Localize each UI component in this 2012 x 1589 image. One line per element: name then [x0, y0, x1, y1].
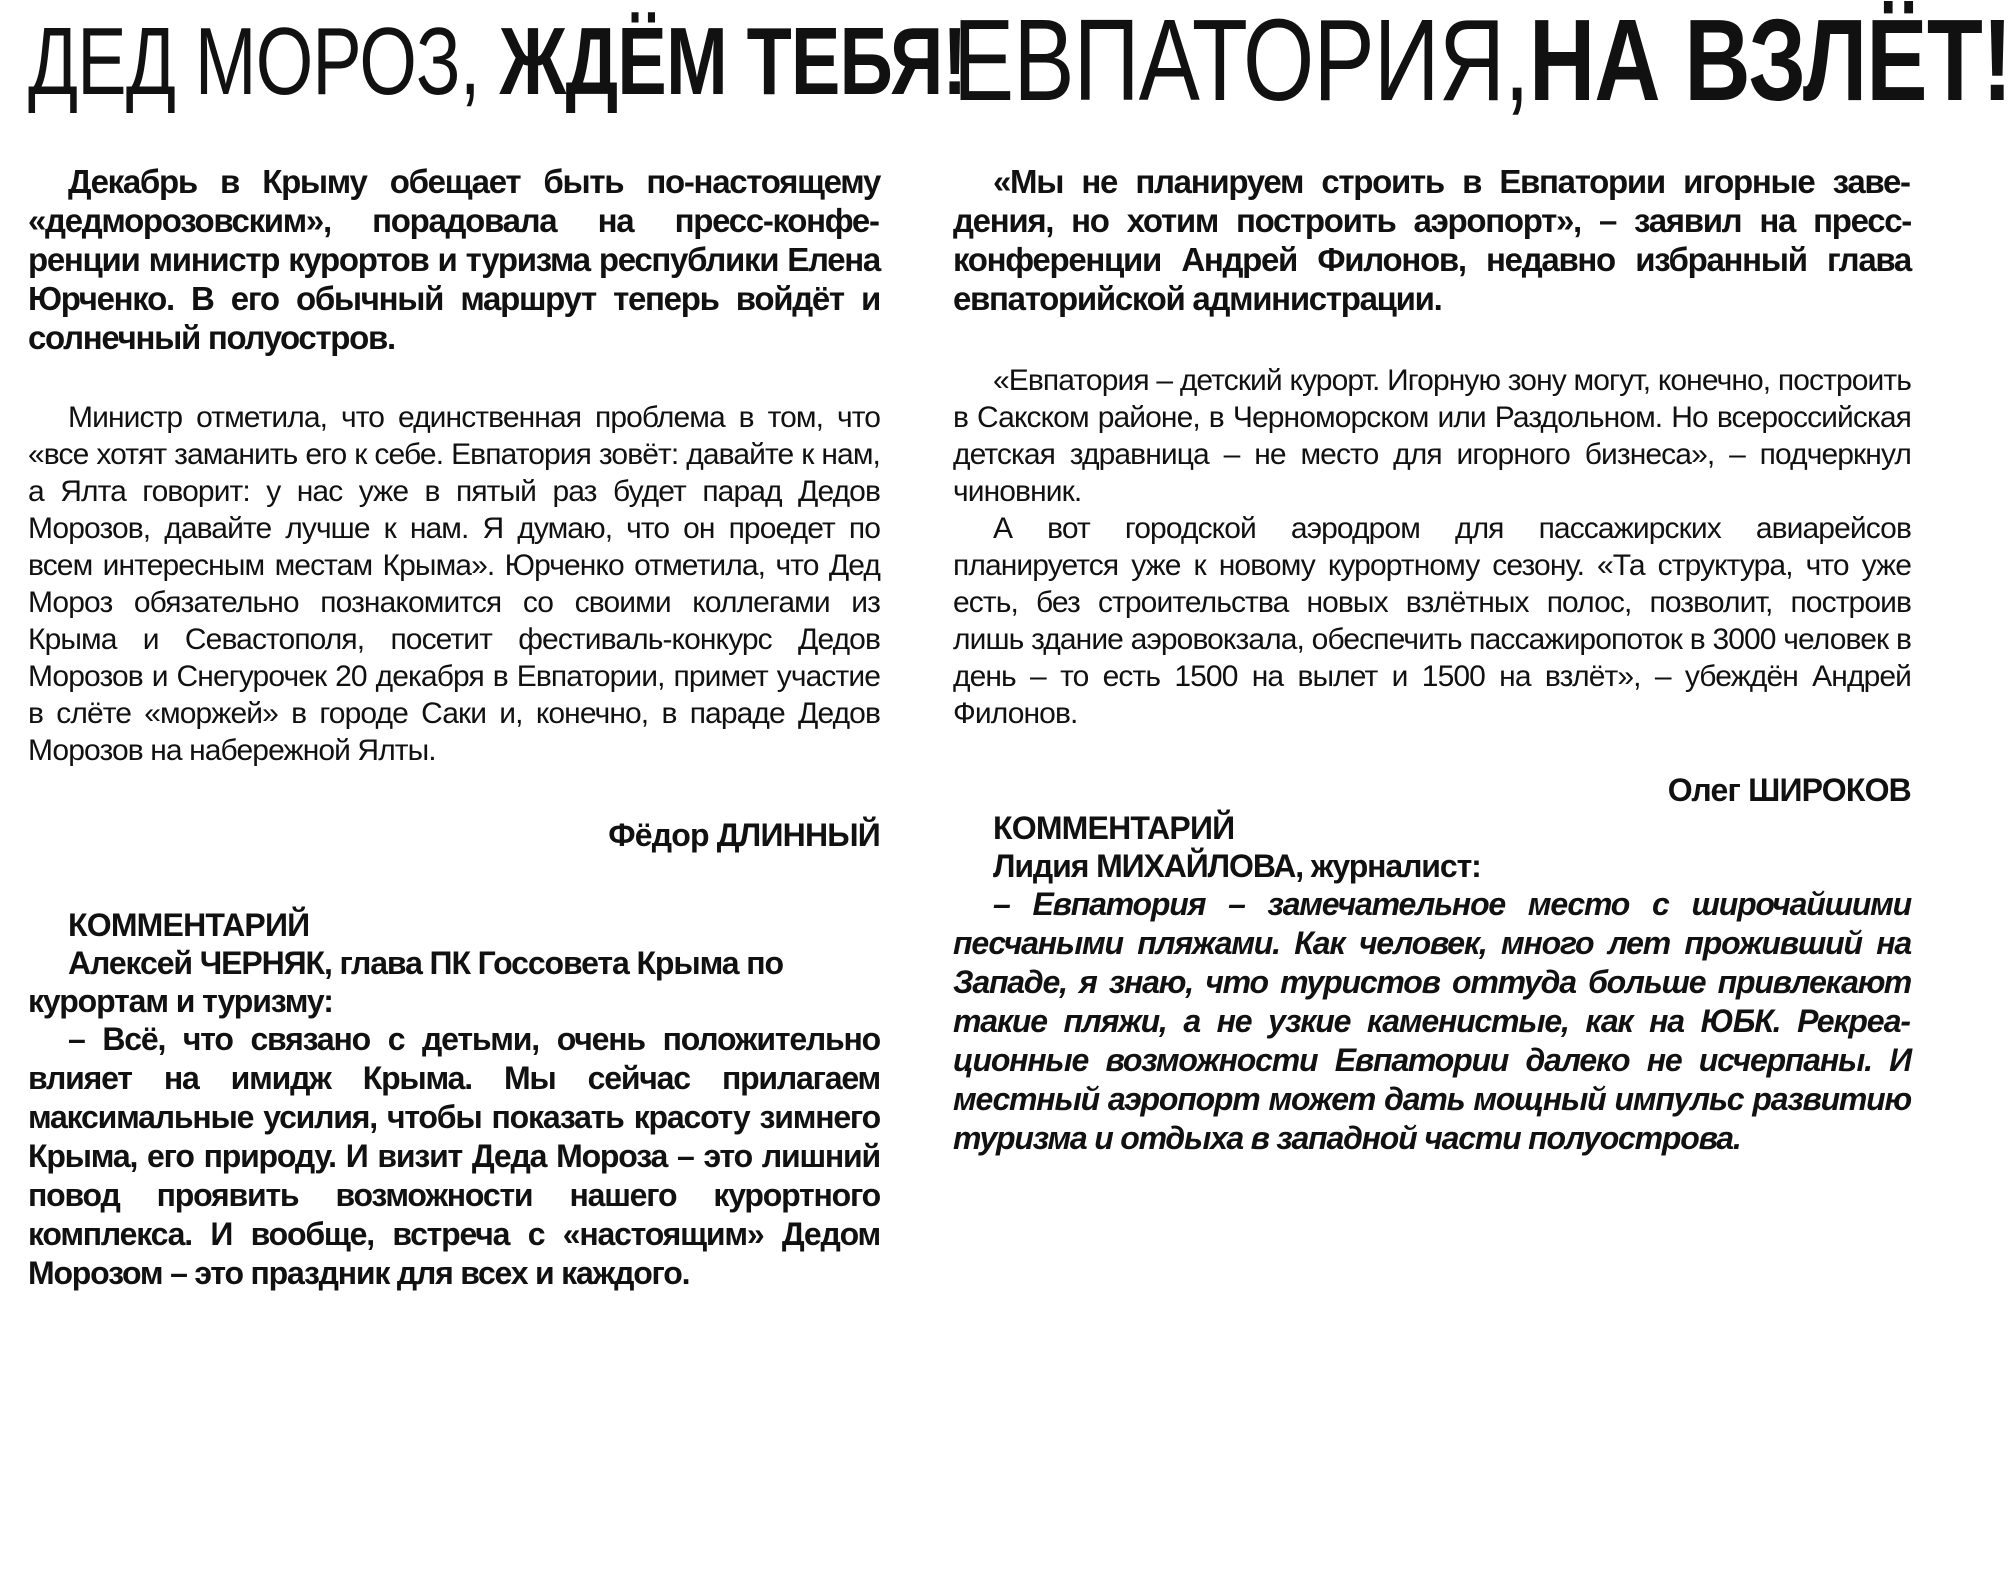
left-comment-heading: КОММЕНТАРИЙ: [68, 907, 310, 943]
left-comment-text: – Всё, что связано с детьми, очень положительно влияет на имидж Крыма. Мы сейчас прилагаем максимальные усилия, чтобы показать красоту зимнего Крыма, его природу. И визит Деда Мороза – это лишний повод проявить возможности нашего курортного комплекса. И вообще, встреча с «настоящим» Дедом Морозом – это праздник для всех и каждого.: [28, 1021, 880, 1291]
left-signature: Фёдор ДЛИННЫЙ: [608, 817, 880, 853]
left-lead-paragraph: Декабрь в Крыму обещает быть по-настоящему «дедморозовским», порадовала на пресс-конференции министр курортов и туризма республики Елена Юрченко. В его обычный маршрут теперь войдёт и солнечный полуостров.: [28, 163, 880, 356]
left-body-paragraph: Министр отметила, что единственная проблема в том, что «все хотят заманить его к себе. Евпатория зовёт: давайте к нам, а Ялта говорит: у нас уже в пятый раз будет парад Дедов Морозов, давайте лучше к нам. Я думаю, что он проедет по всем интересным местам Крыма». Юрченко отметила, что Дед Мороз обязательно познакомится со своими коллегами из Крыма и Севастополя, посетит фестиваль-конкурс Дедов Морозов и Снегурочек 20 декабря в Евпатории, примет участие в слёте «моржей» в городе Саки и, конечно, в параде Дедов Морозов на набережной Ялты.: [28, 401, 880, 767]
right-headline-bold: НА ВЗЛЁТ!: [1528, 0, 2012, 125]
right-comment-author-text: Лидия МИХАЙЛОВА, журналист:: [993, 848, 1481, 884]
left-headline-light: ДЕД МОРОЗ,: [28, 8, 480, 115]
right-comment-heading: КОММЕНТАРИЙ: [993, 810, 1235, 846]
right-comment-text: – Евпатория – замечательное место с широчайшими песчаными пляжами. Как человек, много лет проживший на Западе, я знаю, что туристов оттуда больше привлекают такие пляжи, а не узкие каменистые, как на ЮБК. Рекреационные возможности Евпатории далеко не исчерпаны. И местный аэропорт может дать мощный импульс развитию туризма и отдыха в западной части полуострова.: [953, 886, 1911, 1156]
right-headline-light: ЕВПАТОРИЯ,: [953, 0, 1529, 125]
right-body-paragraph-1: «Евпатория – детский курорт. Игорную зону могут, конечно, построить в Сакском районе, в Черноморском или Раздольном. Но всероссийская детская здравница – не место для игорного бизнеса», – подчеркнул чиновник.: [953, 364, 1911, 508]
right-comment-author: [953, 847, 1911, 885]
left-article: [28, 0, 967, 1293]
right-signature: Олег ШИРОКОВ: [1667, 772, 1911, 808]
left-headline: [28, 8, 967, 115]
left-comment-author: Алексей ЧЕРНЯК, глава ПК Госсовета Крыма по курортам и туризму:: [28, 945, 783, 1019]
right-lead-paragraph: «Мы не планируем строить в Евпатории игорные заведения, но хотим построить аэропорт», – заявил на пресс-конференции Андрей Филонов, недавно избранный глава евпаторийской администрации.: [953, 163, 1911, 317]
right-headline: [953, 0, 2012, 125]
right-article: [953, 0, 2012, 1158]
right-body-paragraph-2: А вот городской аэродром для пассажирских авиарейсов планируется уже к новому курортному сезону. «Та структура, что уже есть, без строительства новых взлётных полос, позволит, построив лишь здание аэровокзала, обеспечить пассажиропоток в 3000 человек в день – то есть 1500 на вылет и 1500 на взлёт», – убеждён Андрей Филонов.: [953, 512, 1911, 730]
left-headline-bold: ЖДЁМ ТЕБЯ!: [499, 8, 967, 115]
